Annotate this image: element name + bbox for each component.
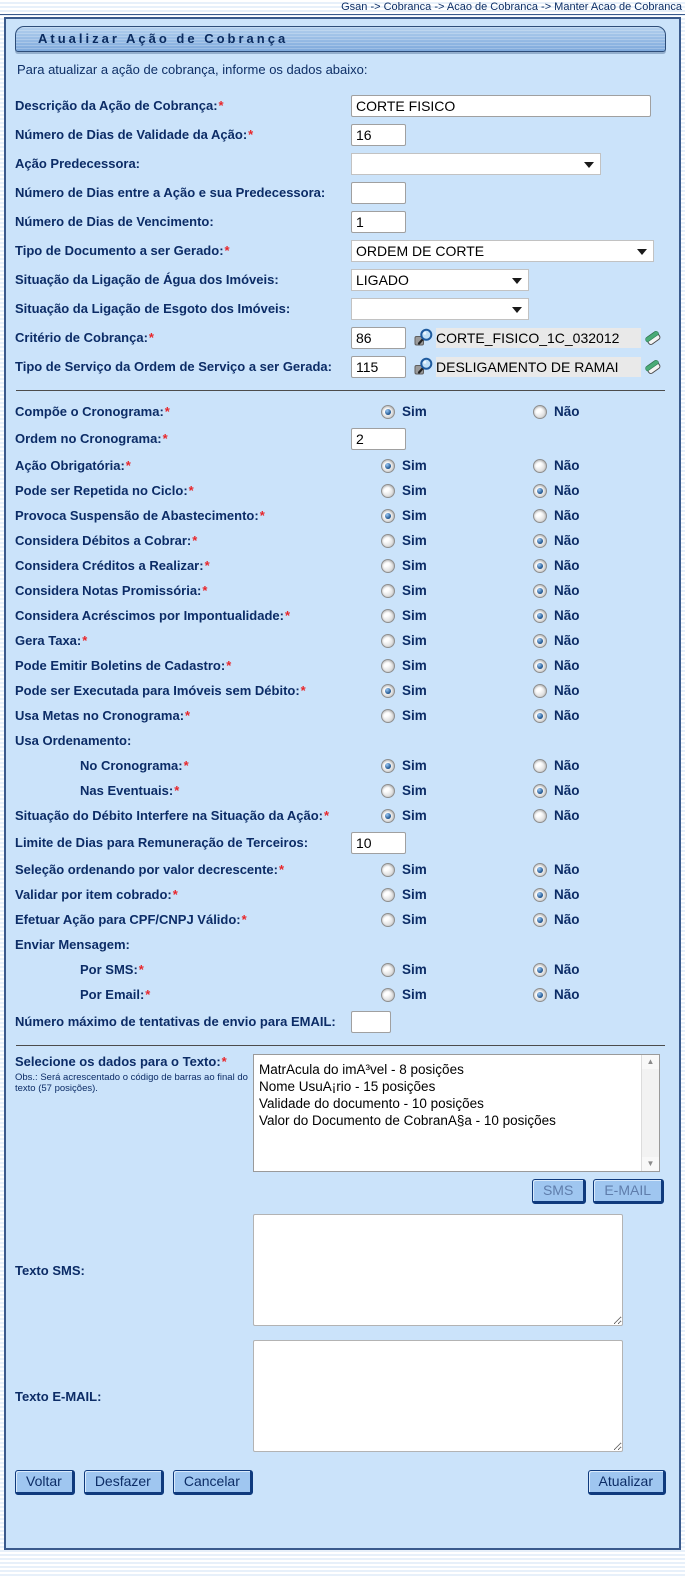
radio-sim[interactable] — [381, 459, 395, 473]
radio-sim-label: Sim — [402, 608, 427, 623]
form-row — [15, 728, 666, 753]
form-row — [15, 236, 666, 265]
lookup-description: CORTE_FISICO_1C_032012 — [436, 328, 641, 348]
radio-sim[interactable] — [381, 963, 395, 977]
radio-sim[interactable] — [381, 759, 395, 773]
form-row — [15, 91, 666, 120]
select-value: ORDEM DE CORTE — [356, 242, 485, 259]
field-label: Situação da Ligação de Esgoto dos Imóveis: — [15, 301, 291, 316]
radio-sim[interactable] — [381, 684, 395, 698]
radio-nao-label: Não — [554, 683, 580, 698]
desfazer-button[interactable]: Desfazer — [84, 1470, 164, 1495]
radio-sim-label: Sim — [402, 912, 427, 927]
radio-nao-label: Não — [554, 558, 580, 573]
form-row — [15, 207, 666, 236]
section-separator — [16, 390, 665, 391]
list-item[interactable]: Nome UsuA¡rio - 15 posições — [259, 1079, 436, 1094]
radio-sim-label: Sim — [402, 887, 427, 902]
required-asterisk: * — [185, 708, 191, 723]
required-asterisk: * — [188, 483, 194, 498]
form-row — [15, 453, 666, 478]
radio-nao-label: Não — [554, 583, 580, 598]
radio-sim-label: Sim — [402, 458, 427, 473]
form-row — [15, 478, 666, 503]
form-row — [15, 178, 666, 207]
field-label: No Cronograma:* — [80, 758, 189, 773]
form-row — [15, 553, 666, 578]
form-panel — [4, 17, 681, 1550]
breadcrumb[interactable]: Gsan -> Cobranca -> Acao de Cobranca -> Manter Acao de Cobranca — [0, 0, 685, 15]
radio-nao-label: Não — [554, 708, 580, 723]
form-row — [15, 1007, 666, 1036]
text-input[interactable] — [351, 182, 406, 204]
radio-nao[interactable] — [533, 459, 547, 473]
field-label: Pode ser Repetida no Ciclo:* — [15, 483, 194, 498]
radio-sim-label: Sim — [402, 533, 427, 548]
radio-nao[interactable] — [533, 809, 547, 823]
radio-nao[interactable] — [533, 963, 547, 977]
field-label: Número de Dias entre a Ação e sua Predecessora: — [15, 185, 326, 200]
list-item[interactable]: MatrAcula do imA³vel - 8 posições — [259, 1062, 464, 1077]
required-asterisk: * — [164, 404, 170, 419]
required-asterisk: * — [202, 583, 208, 598]
required-asterisk: * — [278, 862, 285, 877]
field-label: Situação da Ligação de Água dos Imóveis: — [15, 272, 279, 287]
field-label: Nas Eventuais:* — [80, 783, 180, 798]
radio-sim[interactable] — [381, 913, 395, 927]
page-title: Atualizar Ação de Cobrança — [15, 26, 666, 52]
radio-nao-label: Não — [554, 962, 580, 977]
sms-text-label: Texto SMS: — [15, 1262, 85, 1278]
required-asterisk: * — [125, 458, 131, 473]
field-label: Seleção ordenando por valor decrescente:* — [15, 862, 285, 877]
field-label: Enviar Mensagem: — [15, 937, 130, 952]
form-row — [15, 149, 666, 178]
required-asterisk: * — [192, 533, 198, 548]
section-separator — [16, 1045, 665, 1046]
field-label: Descrição da Ação de Cobrança:* — [15, 98, 224, 113]
radio-sim[interactable] — [381, 634, 395, 648]
radio-sim-label: Sim — [402, 808, 427, 823]
form-row — [15, 399, 666, 424]
text-input[interactable] — [351, 428, 406, 450]
radio-sim[interactable] — [381, 863, 395, 877]
required-asterisk: * — [183, 758, 189, 773]
radio-sim-label: Sim — [402, 633, 427, 648]
form-row — [15, 653, 666, 678]
radio-sim-label: Sim — [402, 987, 427, 1002]
field-label: Usa Metas no Cronograma:* — [15, 708, 191, 723]
form-rows — [15, 91, 666, 1046]
field-label: Provoca Suspensão de Abastecimento:* — [15, 508, 265, 523]
form-row — [15, 323, 666, 352]
radio-nao-label: Não — [554, 608, 580, 623]
field-label: Pode Emitir Boletins de Cadastro:* — [15, 658, 232, 673]
radio-nao-label: Não — [554, 533, 580, 548]
required-asterisk: * — [148, 330, 154, 345]
scroll-up-icon[interactable]: ▲ — [642, 1055, 659, 1069]
radio-sim-label: Sim — [402, 862, 427, 877]
field-label: Usa Ordenamento: — [15, 733, 132, 748]
radio-sim-label: Sim — [402, 962, 427, 977]
radio-sim[interactable] — [381, 609, 395, 623]
required-asterisk: * — [224, 243, 230, 258]
field-label: Número máximo de tentativas de envio para EMAIL: — [15, 1014, 336, 1029]
radio-nao[interactable] — [533, 988, 547, 1002]
required-asterisk: * — [174, 783, 180, 798]
sms-text-area[interactable] — [253, 1214, 623, 1326]
form-row — [15, 352, 666, 381]
atualizar-button[interactable]: Atualizar — [588, 1470, 666, 1495]
radio-nao[interactable] — [533, 784, 547, 798]
text-data-note: Obs.: Será acrescentado o código de barras ao final do texto (57 posições). — [15, 1072, 248, 1094]
form-row — [15, 265, 666, 294]
field-label: Pode ser Executada para Imóveis sem Débito:* — [15, 683, 306, 698]
form-row — [15, 628, 666, 653]
radio-nao[interactable] — [533, 405, 547, 419]
form-row — [15, 753, 666, 778]
form-row — [15, 932, 666, 957]
radio-nao[interactable] — [533, 484, 547, 498]
radio-nao[interactable] — [533, 659, 547, 673]
radio-sim-label: Sim — [402, 658, 427, 673]
form-row — [15, 528, 666, 553]
radio-sim-label: Sim — [402, 758, 427, 773]
radio-nao-label: Não — [554, 887, 580, 902]
lookup-code-input[interactable] — [351, 327, 406, 349]
radio-sim-label: Sim — [402, 558, 427, 573]
text-input[interactable] — [351, 124, 406, 146]
radio-nao[interactable] — [533, 759, 547, 773]
radio-sim-label: Sim — [402, 508, 427, 523]
radio-nao[interactable] — [533, 913, 547, 927]
text-data-label: Selecione os dados para o Texto:* — [15, 1054, 227, 1069]
field-label: Por SMS:* — [80, 962, 144, 977]
radio-nao[interactable] — [533, 584, 547, 598]
radio-nao[interactable] — [533, 863, 547, 877]
radio-sim[interactable] — [381, 534, 395, 548]
field-label: Efetuar Ação para CPF/CNPJ Válido:* — [15, 912, 247, 927]
radio-nao-label: Não — [554, 808, 580, 823]
radio-sim[interactable] — [381, 559, 395, 573]
field-label: Critério de Cobrança:* — [15, 330, 154, 345]
search-icon[interactable] — [414, 328, 434, 347]
field-label: Considera Créditos a Realizar:* — [15, 558, 210, 573]
voltar-button[interactable]: Voltar — [15, 1470, 75, 1495]
radio-sim-label: Sim — [402, 404, 427, 419]
required-asterisk: * — [172, 887, 178, 902]
radio-sim-label: Sim — [402, 783, 427, 798]
radio-nao-label: Não — [554, 912, 580, 927]
radio-sim[interactable] — [381, 405, 395, 419]
radio-sim[interactable] — [381, 888, 395, 902]
form-row — [15, 803, 666, 828]
required-asterisk: * — [300, 683, 306, 698]
field-label: Tipo de Documento a ser Gerado:* — [15, 243, 230, 258]
required-asterisk: * — [162, 431, 168, 446]
lookup-code-input[interactable] — [351, 356, 406, 378]
form-row — [15, 907, 666, 932]
search-icon[interactable] — [414, 357, 434, 376]
required-asterisk: * — [204, 558, 210, 573]
radio-sim[interactable] — [381, 988, 395, 1002]
field-label: Limite de Dias para Remuneração de Terceiros: — [15, 835, 309, 850]
radio-sim-label: Sim — [402, 583, 427, 598]
radio-nao-label: Não — [554, 783, 580, 798]
required-asterisk: * — [221, 1054, 227, 1069]
form-row — [15, 503, 666, 528]
eraser-icon[interactable] — [644, 358, 662, 376]
text-input[interactable] — [351, 832, 406, 854]
field-label: Número de Dias de Validade da Ação:* — [15, 127, 254, 142]
select-input[interactable] — [351, 153, 601, 175]
required-asterisk: * — [226, 658, 232, 673]
form-row — [15, 828, 666, 857]
field-label: Por Email:* — [80, 987, 151, 1002]
field-label: Validar por item cobrado:* — [15, 887, 178, 902]
form-row — [15, 424, 666, 453]
text-input[interactable] — [351, 1011, 391, 1033]
text-data-section — [15, 1054, 666, 1172]
form-row — [15, 678, 666, 703]
form-row — [15, 778, 666, 803]
form-row — [15, 294, 666, 323]
form-row — [15, 957, 666, 982]
list-item[interactable]: Validade do documento - 10 posições — [259, 1096, 484, 1111]
radio-sim[interactable] — [381, 709, 395, 723]
select-value: LIGADO — [356, 271, 409, 288]
form-row — [15, 857, 666, 882]
radio-sim[interactable] — [381, 809, 395, 823]
radio-sim-label: Sim — [402, 683, 427, 698]
radio-nao-label: Não — [554, 483, 580, 498]
radio-nao[interactable] — [533, 509, 547, 523]
required-asterisk: * — [241, 912, 247, 927]
required-asterisk: * — [248, 127, 254, 142]
required-asterisk: * — [323, 808, 330, 823]
eraser-icon[interactable] — [644, 329, 662, 347]
scroll-down-icon[interactable]: ▼ — [642, 1157, 659, 1171]
email-text-label: Texto E-MAIL: — [15, 1388, 102, 1404]
field-label: Considera Débitos a Cobrar:* — [15, 533, 198, 548]
radio-nao-label: Não — [554, 508, 580, 523]
field-label: Gera Taxa:* — [15, 633, 88, 648]
required-asterisk: * — [284, 608, 291, 623]
intro-text: Para atualizar a ação de cobrança, informe os dados abaixo: — [17, 62, 368, 77]
radio-nao-label: Não — [554, 404, 580, 419]
radio-nao[interactable] — [533, 609, 547, 623]
email-button[interactable]: E-MAIL — [593, 1179, 664, 1204]
text-input[interactable] — [351, 211, 406, 233]
radio-nao[interactable] — [533, 634, 547, 648]
field-label: Considera Notas Promissória:* — [15, 583, 208, 598]
list-item[interactable]: Valor do Documento de CobranA§a - 10 posições — [259, 1113, 556, 1128]
radio-sim-label: Sim — [402, 483, 427, 498]
radio-nao[interactable] — [533, 709, 547, 723]
radio-nao[interactable] — [533, 559, 547, 573]
select-input[interactable] — [351, 240, 654, 262]
select-input[interactable] — [351, 269, 529, 291]
field-label: Situação do Débito Interfere na Situação da Ação:* — [15, 808, 330, 823]
required-asterisk: * — [259, 508, 265, 523]
email-text-area[interactable] — [253, 1340, 623, 1452]
radio-sim-label: Sim — [402, 708, 427, 723]
cancelar-button[interactable]: Cancelar — [173, 1470, 253, 1495]
radio-nao[interactable] — [533, 684, 547, 698]
field-label: Tipo de Serviço da Ordem de Serviço a ser Gerada: — [15, 359, 332, 374]
form-row — [15, 603, 666, 628]
form-row — [15, 703, 666, 728]
field-label: Ação Obrigatória:* — [15, 458, 131, 473]
select-input[interactable] — [351, 298, 529, 320]
form-row — [15, 982, 666, 1007]
text-data-listbox[interactable] — [253, 1054, 660, 1172]
radio-sim[interactable] — [381, 784, 395, 798]
listbox-scrollbar[interactable] — [641, 1055, 659, 1171]
radio-sim[interactable] — [381, 484, 395, 498]
field-label: Ação Predecessora: — [15, 156, 141, 171]
field-label: Compõe o Cronograma:* — [15, 404, 170, 419]
text-input[interactable] — [351, 95, 651, 117]
radio-nao-label: Não — [554, 633, 580, 648]
radio-nao[interactable] — [533, 888, 547, 902]
required-asterisk: * — [218, 98, 224, 113]
sms-button[interactable]: SMS — [532, 1179, 586, 1204]
form-row — [15, 120, 666, 149]
radio-nao[interactable] — [533, 534, 547, 548]
required-asterisk: * — [82, 633, 88, 648]
radio-nao-label: Não — [554, 758, 580, 773]
radio-nao-label: Não — [554, 862, 580, 877]
field-label: Número de Dias de Vencimento: — [15, 214, 214, 229]
radio-sim[interactable] — [381, 509, 395, 523]
form-row — [15, 578, 666, 603]
required-asterisk: * — [138, 962, 144, 977]
radio-sim[interactable] — [381, 659, 395, 673]
field-label: Ordem no Cronograma:* — [15, 431, 168, 446]
radio-nao-label: Não — [554, 987, 580, 1002]
field-label: Considera Acréscimos por Impontualidade:* — [15, 608, 291, 623]
radio-sim[interactable] — [381, 584, 395, 598]
radio-nao-label: Não — [554, 458, 580, 473]
lookup-description: DESLIGAMENTO DE RAMAI — [436, 357, 641, 377]
required-asterisk: * — [145, 987, 151, 1002]
radio-nao-label: Não — [554, 658, 580, 673]
form-row — [15, 882, 666, 907]
